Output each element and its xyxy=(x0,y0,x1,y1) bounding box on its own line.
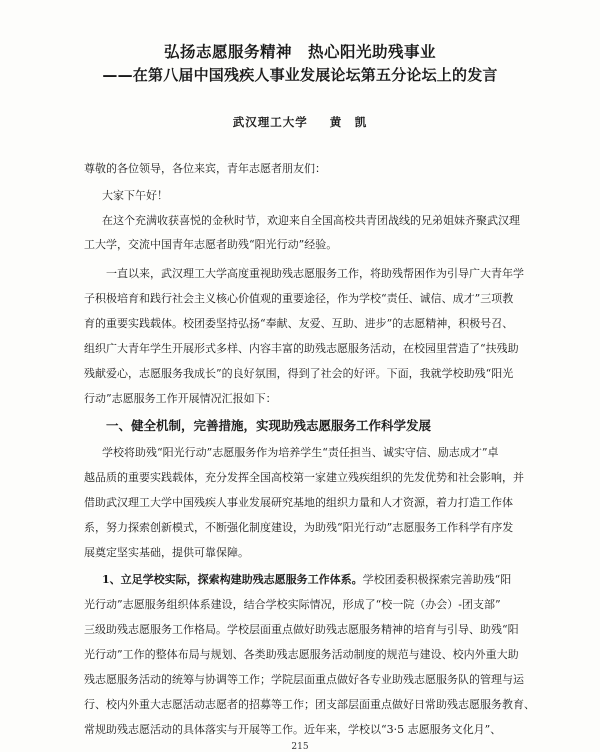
paragraph-line: 组织广大青年学生开展形式多样、内容丰富的助残志愿服务活动，在校园里营造了“扶残助 xyxy=(84,342,519,355)
author-name: 黄 凯 xyxy=(329,115,368,129)
paragraph-line: 残献爱心，志愿服务我成长”的良好氛围，得到了社会的好评。下面，我就学校助残“阳光 xyxy=(84,367,514,380)
paragraph-line: 常规助残志愿活动的具体落实与开展等工作。近年来，学校以“3·5 志愿服务文化月”、 xyxy=(84,723,502,736)
author-affiliation: 武汉理工大学 xyxy=(232,115,308,129)
paragraph-line: 子积极培育和践行社会主义核心价值观的重要途径，作为学校“责任、诚信、成才”三项教 xyxy=(84,292,514,305)
paragraph-line: 三级助残志愿服务工作格局。学校层面重点做好助残志愿服务精神的培育与引导、助残“阳 xyxy=(84,623,519,636)
paragraph-line: 一直以来，武汉理工大学高度重视助残志愿服务工作，将助残帮困作为引导广大青年学 xyxy=(106,267,524,280)
paragraph-line: 光行动”志愿服务组织体系建设，结合学校实际情况，形成了“校一院（办会）-团支部” xyxy=(84,598,501,611)
page-subtitle: ——在第八届中国残疾人事业发展论坛第五分论坛上的发言 xyxy=(102,66,498,84)
paragraph-line: 借助武汉理工大学中国残疾人事业发展研究基地的组织力量和人才资源，着力打造工作体 xyxy=(84,496,513,509)
paragraph-line: 育的重要实践载体。校团委坚持弘扬“奉献、友爱、互助、进步”的志愿精神，积极号召、 xyxy=(84,317,514,330)
paragraph-line: 越品质的重要实践载体，充分发挥全国高校第一家建立残疾组织的先发优势和社会影响，并 xyxy=(84,471,524,484)
paragraph-line: 行、校内外重大志愿活动志愿者的招募等工作；团支部层面重点做好日常助残志愿服务教育、 xyxy=(84,698,535,711)
paragraph-line: 学校将助残“阳光行动”志愿服务作为培养学生“责任担当、诚实守信、励志成才”卓 xyxy=(102,446,499,459)
paragraph-line: 展奠定坚实基础，提供可靠保障。 xyxy=(84,546,249,559)
author-line xyxy=(0,114,600,130)
paragraph-line: 残志愿服务活动的统筹与协调等工作；学院层面重点做好各专业助残志愿服务队的管理与运 xyxy=(84,673,524,686)
paragraph-line: 系，努力探索创新模式，不断强化制度建设，为助残“阳光行动”志愿服务工作科学有序发 xyxy=(84,521,514,534)
subsection-lead-rest: 学校团委积极探索完善助残“阳 xyxy=(362,573,512,586)
page-title: 弘扬志愿服务精神 热心阳光助残事业 xyxy=(163,43,436,61)
salutation: 尊敬的各位领导，各位来宾，青年志愿者朋友们： xyxy=(84,162,326,175)
paragraph-line: 行动”志愿服务工作开展情况汇报如下： xyxy=(84,392,277,405)
paragraph-line xyxy=(102,573,511,587)
paragraph-line: 光行动”工作的整体布局与规划、各类助残志愿服务活动制度的规范与建设、校内外重大助 xyxy=(84,648,519,661)
subsection-lead: 1、立足学校实际，探索构建助残志愿服务工作体系。 xyxy=(102,573,363,586)
greeting: 大家下午好！ xyxy=(102,189,168,202)
paragraph-line: 工大学，交流中国青年志愿者助残“阳光行动”经验。 xyxy=(84,238,338,251)
section-heading: 一、健全机制，完善措施，实现助残志愿服务工作科学发展 xyxy=(106,418,432,433)
paragraph-line: 在这个充满收获喜悦的金秋时节，欢迎来自全国高校共青团战线的兄弟姐妹齐聚武汉理 xyxy=(102,214,520,227)
page-number: 215 xyxy=(291,742,309,752)
